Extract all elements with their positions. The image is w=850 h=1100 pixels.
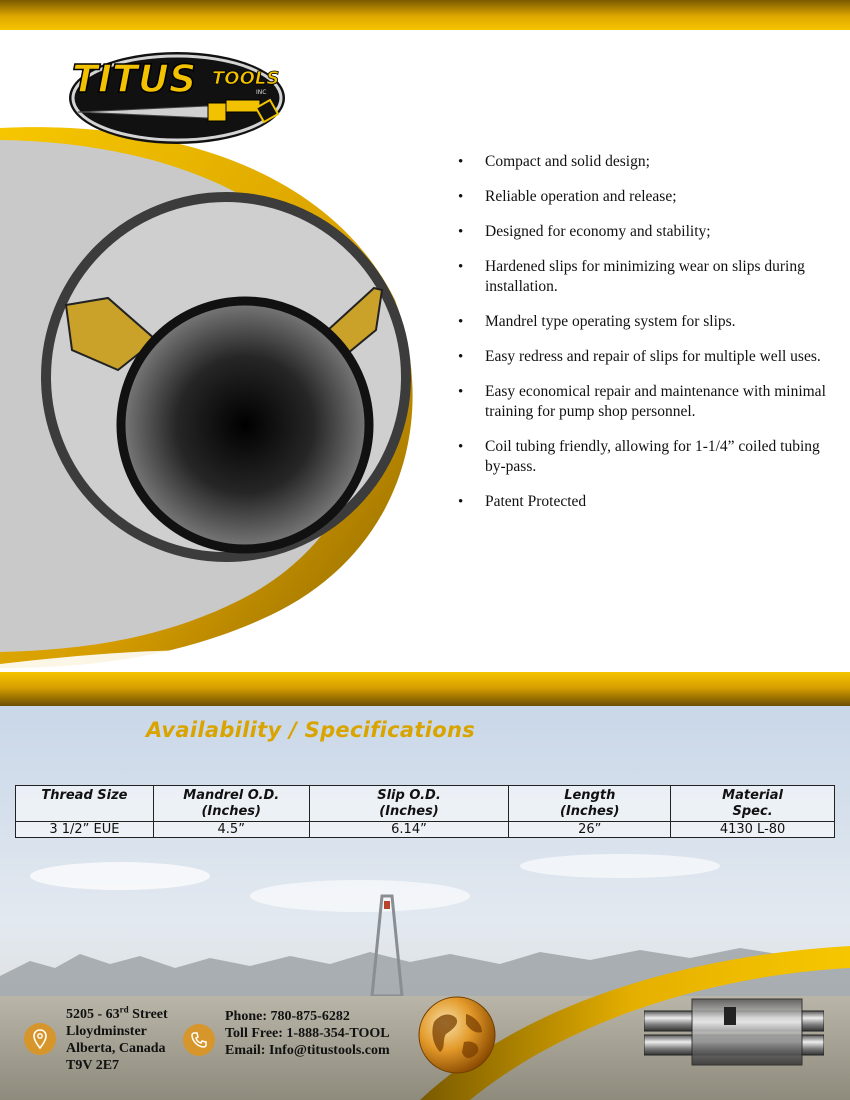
feature-item: • Reliable operation and release; — [458, 187, 828, 207]
header-length: Length (Inches) — [509, 786, 671, 822]
titus-tools-logo — [66, 48, 288, 146]
middle-gold-band — [0, 672, 850, 706]
header-mandrel-od: Mandrel O.D. (Inches) — [153, 786, 309, 822]
feature-item: • Compact and solid design; — [458, 152, 828, 172]
contact-toll-free: Toll Free: 1-888-354-TOOL — [225, 1026, 390, 1041]
address-city: Lloydminster — [66, 1024, 147, 1039]
feature-item: • Easy economical repair and maintenance with minimal training for pump shop personnel. — [458, 382, 828, 422]
header-slip-od: Slip O.D. (Inches) — [309, 786, 509, 822]
globe-icon — [416, 994, 498, 1076]
header-thread-size: Thread Size — [16, 786, 154, 822]
cell-slip-od: 6.14” — [309, 822, 509, 838]
address-province: Alberta, Canada — [66, 1041, 166, 1056]
contact-email[interactable]: Email: Info@titustools.com — [225, 1043, 390, 1058]
specs-title: Availability / Specifications — [146, 718, 475, 742]
table-row — [16, 822, 835, 838]
specs-table — [15, 785, 835, 838]
header-material-spec: Material Spec. — [671, 786, 835, 822]
logo-tools-text: TOOLS — [212, 68, 280, 89]
address-postal: T9V 2E7 — [66, 1058, 120, 1073]
table-header-row — [16, 786, 835, 822]
cell-thread-size: 3 1/2” EUE — [16, 822, 154, 838]
feature-item: • Designed for economy and stability; — [458, 222, 828, 242]
cell-mandrel-od: 4.5” — [153, 822, 309, 838]
location-pin-icon — [24, 1023, 56, 1055]
footer-contact — [225, 1008, 390, 1059]
feature-item: • Hardened slips for minimizing wear on slips during installation. — [458, 257, 828, 297]
logo-inc-text: INC — [256, 89, 267, 96]
cell-length: 26” — [509, 822, 671, 838]
address-street: 5205 - 63rd Street — [66, 1004, 168, 1022]
footer-address — [66, 1006, 168, 1074]
cell-material-spec: 4130 L-80 — [671, 822, 835, 838]
logo-brand-text: TITUS — [72, 57, 197, 101]
feature-item: • Patent Protected — [458, 492, 828, 512]
feature-list — [458, 152, 828, 527]
tool-product-image — [644, 997, 824, 1067]
tool-cross-section-image — [38, 190, 418, 565]
contact-phone: Phone: 780-875-6282 — [225, 1009, 350, 1024]
feature-item: • Coil tubing friendly, allowing for 1-1/4” coiled tubing by-pass. — [458, 437, 828, 477]
feature-item: • Easy redress and repair of slips for multiple well uses. — [458, 347, 828, 367]
phone-icon — [183, 1024, 215, 1056]
feature-item: • Mandrel type operating system for slips. — [458, 312, 828, 332]
